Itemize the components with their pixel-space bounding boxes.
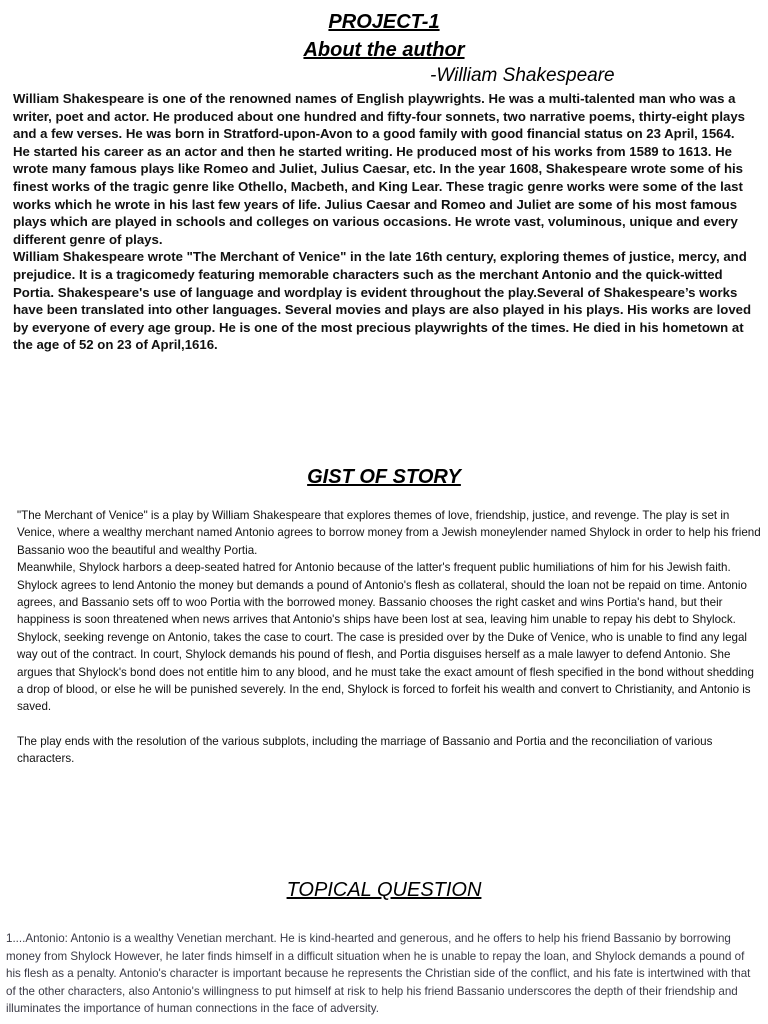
gist-heading: GIST OF STORY [307,466,461,488]
about-paragraph: He started his career as an actor and then he started writing. He produced most of his works from 1589 to 1613. He wrote many famous plays like Romeo and Juliet, Julius Caesar, etc. In the year 1608, Shakespeare wrote some of his finest works of the tragic genre like Othello, Macbeth, and King Lear. These tragic genre works were some of the last works which he wrote in his last few years of life. Julius Caesar and Romeo and Juliet are some of his most famous plays which are played in schools and colleges on various occasions. He wrote vast, voluminous, unique and every different genre of plays. [13,143,743,247]
about-author-text [13,90,761,354]
gist-paragraph: Meanwhile, Shylock harbors a deep-seated hatred for Antonio because of the latter's frequent public humiliations of him for his Jewish faith. Shylock agrees to lend Antonio the money but demands a pound of Antonio's flesh as collateral, should the loan not be repaid on time. Antonio agrees, and Bassanio sets off to woo Portia with the borrowed money. Bassanio chooses the right casket and wins Portia's hand, but their happiness is soon threatened when news arrives that Antonio's ships have been lost at sea, leaving him unable to repay his debt to Shylock. [17,561,747,627]
about-paragraph: William Shakespeare is one of the renowned names of English playwrights. He was a multi-talented man who was a writer, poet and actor. He produced about one hundred and fifty-four sonnets, two narrative poems, thirty-eight plays and a few verses. He was born in Stratford-upon-Avon to a good family with good financial status on 23 April, 1564. [13,91,745,142]
gist-text [17,507,762,768]
author-name: -William Shakespeare [430,65,615,86]
about-author-heading: About the author [303,39,465,61]
topical-question-heading: TOPICAL QUESTION [286,879,482,901]
gist-paragraph: "The Merchant of Venice" is a play by William Shakespeare that explores themes of love, friendship, justice, and revenge. The play is set in Venice, where a wealthy merchant named Antonio agrees to borrow money from a Jewish moneylender named Shylock in order to help his friend Bassanio woo the beautiful and wealthy Portia. [17,509,761,557]
gist-paragraph: The play ends with the resolution of the various subplots, including the marriage of Bassanio and Portia and the reconciliation of various characters. [17,734,713,766]
topical-question-text: 1....Antonio: Antonio is a wealthy Venetian merchant. He is kind-hearted and generous, and he offers to help his friend Bassanio by borrowing money from Shylock However, he later finds himself in a difficult situation when he is unable to repay the loan, and Shylock demands a pound of his flesh as a penalty. Antonio's character is important because he represents the Christian side of the conflict, and his fate is intertwined with that of the other characters, also Antonio's willingness to put himself at risk to help his friend Bassanio underscores the depth of their friendship and illuminates the importance of human connections in the face of adversity. [6,932,751,1015]
about-paragraph: William Shakespeare wrote "The Merchant of Venice" in the late 16th century, exploring themes of justice, mercy, and prejudice. It is a tragicomedy featuring memorable characters such as the merchant Antonio and the quick-witted Portia. Shakespeare's use of language and wordplay is evident throughout the play.Several of Shakespeare’s works have been translated into other languages. Several movies and plays are also played in his plays. His works are loved by everyone of every age group. He is one of the most precious playwrights of the times. He died in his hometown at the age of 52 on 23 of April,1616. [13,249,752,353]
project-title: PROJECT-1 [328,11,440,33]
gist-paragraph: Shylock, seeking revenge on Antonio, takes the case to court. The case is presided over by the Duke of Venice, who is unable to find any legal way out of the contract. In court, Shylock demands his pound of flesh, and Portia disguises herself as a male lawyer to defend Antonio. She argues that Shylock's bond does not entitle him to any blood, and he must take the exact amount of flesh specified in the bond without shedding a drop of blood, or else he will be punished severely. In the end, Shylock is forced to forfeit his wealth and convert to Christianity, and Antonio is saved. [17,630,754,714]
